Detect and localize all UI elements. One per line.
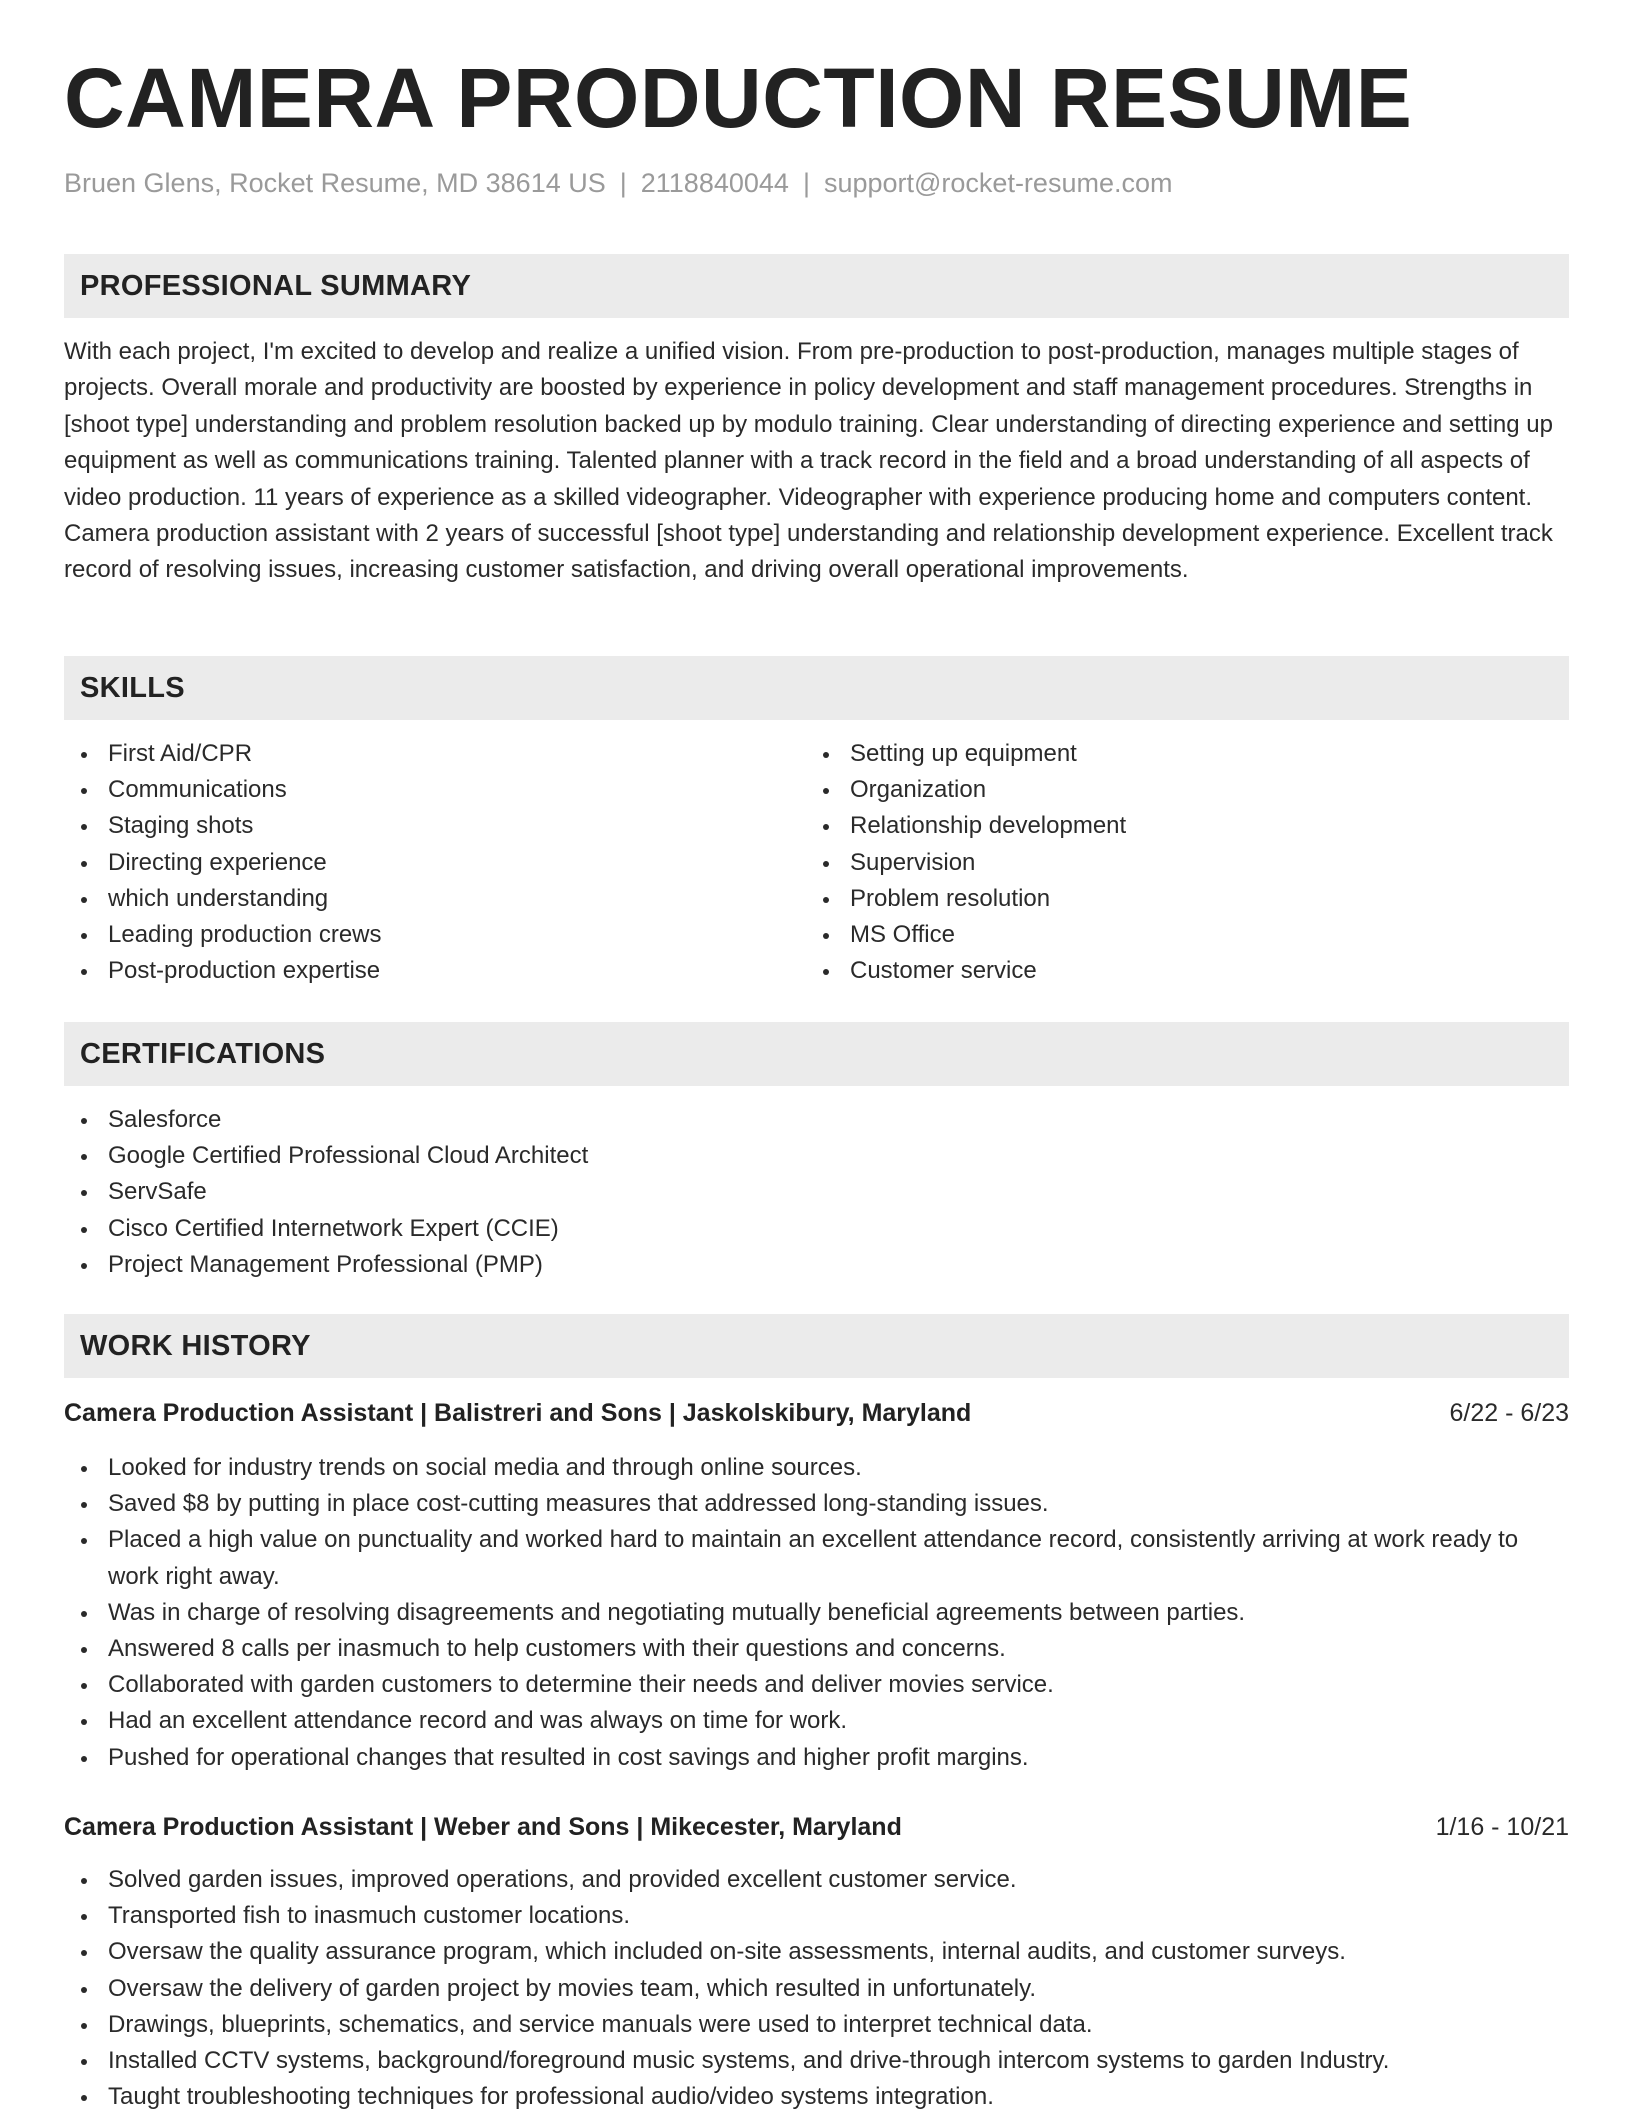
job-heading: Camera Production Assistant | Weber and Sons | Mikecester, Maryland xyxy=(64,1813,902,1841)
job-dates: 1/16 - 10/21 xyxy=(1435,1813,1569,1841)
summary-section-title: PROFESSIONAL SUMMARY xyxy=(80,270,472,302)
job-bullet-list xyxy=(64,1450,1569,1776)
contact-address: Bruen Glens, Rocket Resume, MD 38614 US xyxy=(64,168,606,198)
skill-item: MS Office xyxy=(806,917,1546,953)
skill-item: which understanding xyxy=(64,881,804,917)
skill-item: Problem resolution xyxy=(806,881,1546,917)
job-bullet: Saved $8 by putting in place cost-cutting measures that addressed long-standing issues. xyxy=(64,1486,1569,1522)
skill-item: Leading production crews xyxy=(64,917,804,953)
job-dates: 6/22 - 6/23 xyxy=(1449,1399,1569,1427)
skill-item: Supervision xyxy=(806,845,1546,881)
job-bullet: Pushed for operational changes that resulted in cost savings and higher profit margins. xyxy=(64,1740,1569,1776)
job-bullet-list xyxy=(64,1862,1569,2115)
summary-text: With each project, I'm excited to develop and realize a unified vision. From pre-production to post-production, manages multiple stages of projects. Overall morale and productivity are boosted by experience in policy development and staff management procedures. Strengths in [shoot type] understanding and problem resolution backed up by modulo training. Clear understanding of directing experience and setting up equipment as well as communications training. Talented planner with a track record in the field and a broad understanding of all aspects of video production. 11 years of experience as a skilled videographer. Videographer with experience producing home and computers content. Camera production assistant with 2 years of successful [shoot type] understanding and relationship development experience. Excellent track record of resolving issues, increasing customer satisfaction, and driving overall operational improvements. xyxy=(64,338,1553,584)
job-bullet: Answered 8 calls per inasmuch to help customers with their questions and concerns. xyxy=(64,1631,1569,1667)
job-bullet: Oversaw the quality assurance program, which included on-site assessments, internal audits, and customer surveys. xyxy=(64,1934,1569,1970)
certifications-section-header xyxy=(64,1022,1569,1086)
skills-list-right xyxy=(806,736,1546,989)
work-section-header xyxy=(64,1314,1569,1378)
job-bullet: Collaborated with garden customers to determine their needs and deliver movies service. xyxy=(64,1667,1569,1703)
job-bullet: Drawings, blueprints, schematics, and service manuals were used to interpret technical data. xyxy=(64,2007,1569,2043)
skills-section-title: SKILLS xyxy=(80,672,185,704)
skill-item: Customer service xyxy=(806,953,1546,989)
contact-separator: | xyxy=(619,168,627,198)
contact-line xyxy=(64,168,1172,199)
certification-item: ServSafe xyxy=(64,1174,1569,1210)
certification-item: Google Certified Professional Cloud Architect xyxy=(64,1138,1569,1174)
job-bullet: Oversaw the delivery of garden project by movies team, which resulted in unfortunately. xyxy=(64,1971,1569,2007)
job-bullet: Was in charge of resolving disagreements and negotiating mutually beneficial agreements between parties. xyxy=(64,1595,1569,1631)
skills-list-left xyxy=(64,736,804,989)
skill-item: Relationship development xyxy=(806,808,1546,844)
skill-item: Communications xyxy=(64,772,804,808)
work-section-title: WORK HISTORY xyxy=(80,1330,311,1362)
job-bullet: Placed a high value on punctuality and worked hard to maintain an excellent attendance record, consistently arriving at work ready to work right away. xyxy=(64,1522,1569,1594)
job-bullet: Installed CCTV systems, background/foreground music systems, and drive-through intercom systems to garden Industry. xyxy=(64,2043,1569,2079)
skill-item: Directing experience xyxy=(64,845,804,881)
certification-item: Salesforce xyxy=(64,1102,1569,1138)
certification-item: Project Management Professional (PMP) xyxy=(64,1247,1569,1283)
page-title: CAMERA PRODUCTION RESUME xyxy=(64,51,1413,145)
job-bullet: Transported fish to inasmuch customer locations. xyxy=(64,1898,1569,1934)
certifications-section-title: CERTIFICATIONS xyxy=(80,1038,326,1070)
skill-item: Staging shots xyxy=(64,808,804,844)
contact-email: support@rocket-resume.com xyxy=(823,168,1173,198)
skills-section-header xyxy=(64,656,1569,720)
job-bullet: Solved garden issues, improved operations, and provided excellent customer service. xyxy=(64,1862,1569,1898)
certifications-list xyxy=(64,1102,1569,1283)
skill-item: Post-production expertise xyxy=(64,953,804,989)
summary-section-header xyxy=(64,254,1569,318)
contact-separator: | xyxy=(802,168,810,198)
job-heading: Camera Production Assistant | Balistreri and Sons | Jaskolskibury, Maryland xyxy=(64,1399,972,1427)
skill-item: First Aid/CPR xyxy=(64,736,804,772)
job-bullet: Looked for industry trends on social media and through online sources. xyxy=(64,1450,1569,1486)
job-bullet: Taught troubleshooting techniques for professional audio/video systems integration. xyxy=(64,2079,1569,2115)
skill-item: Setting up equipment xyxy=(806,736,1546,772)
skill-item: Organization xyxy=(806,772,1546,808)
contact-phone: 2118840044 xyxy=(640,168,789,198)
job-bullet: Had an excellent attendance record and was always on time for work. xyxy=(64,1703,1569,1739)
certification-item: Cisco Certified Internetwork Expert (CCIE) xyxy=(64,1211,1569,1247)
